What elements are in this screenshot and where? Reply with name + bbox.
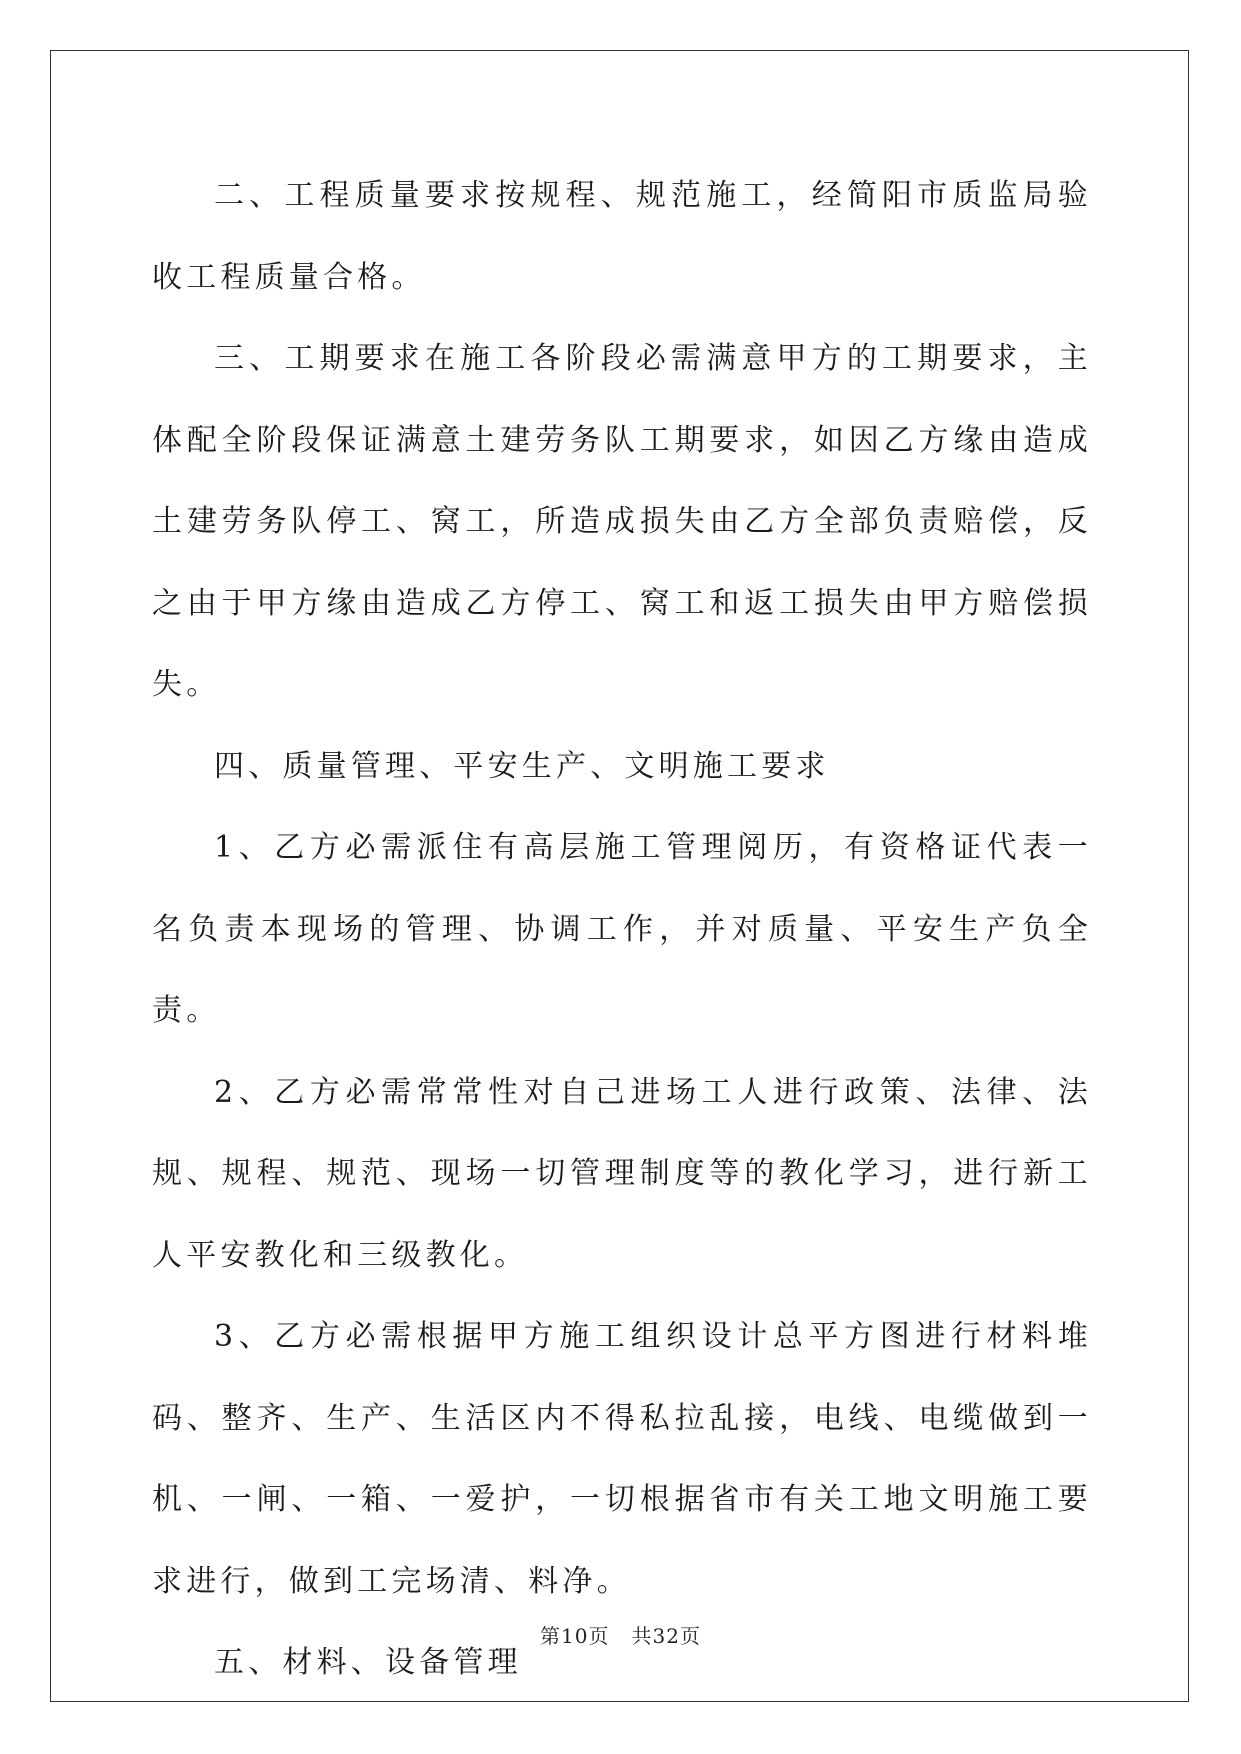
paragraph-schedule-requirement: 三、工期要求在施工各阶段必需满意甲方的工期要求，主体配全阶段保证满意土建劳务队工期要求，如因乙方缘由造成土建劳务队停工、窝工，所造成损失由乙方全部负责赔偿，反之由于甲方缘由造成乙方停工、窝工和返工损失由甲方赔偿损失。	[152, 341, 1092, 702]
document-body	[152, 155, 1092, 1704]
page-footer	[0, 1620, 1241, 1649]
paragraph-safety-heading: 四、质量管理、平安生产、文明施工要求	[214, 748, 830, 784]
paragraph-materials-heading: 五、材料、设备管理	[214, 1645, 522, 1680]
paragraph-quality-requirement: 二、工程质量要求按规程、规范施工，经简阳市质监局验收工程质量合格。	[152, 178, 1092, 295]
paragraph-item-1: 1、乙方必需派住有高层施工管理阅历，有资格证代表一名负责本现场的管理、协调工作，并对质量、平安生产负全责。	[152, 830, 1092, 1028]
paragraph-item-3: 3、乙方必需根据甲方施工组织设计总平方图进行材料堆码、整齐、生产、生活区内不得私拉乱接，电线、电缆做到一机、一闸、一箱、一爱护，一切根据省市有关工地文明施工要求进行，做到工完场清、料净。	[152, 1319, 1092, 1599]
paragraph-item-2: 2、乙方必需常常性对自己进场工人进行政策、法律、法规、规程、规范、现场一切管理制度等的教化学习，进行新工人平安教化和三级教化。	[152, 1074, 1092, 1273]
page-total: 共32页	[631, 1624, 701, 1648]
page-number: 第10页	[540, 1624, 610, 1648]
